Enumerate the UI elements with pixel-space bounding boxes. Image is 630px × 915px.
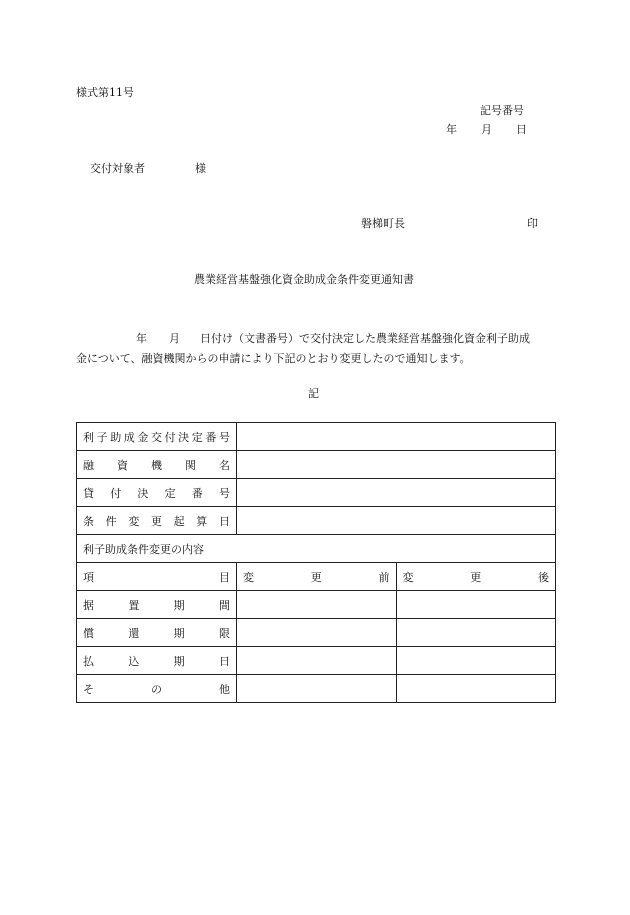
row-label-text: 貸 付 決 定 番 号 [83,486,230,500]
row-label [77,619,237,647]
document-title: 農業経営基盤強化資金助成金条件変更通知書 [194,273,414,286]
issuer-title: 磐梯町長 [361,217,405,230]
row-label [77,451,237,479]
row-label [77,647,237,675]
row-label-text: 償 還 期 限 [83,626,230,640]
issuer-seal: 印 [527,217,538,230]
table-row [77,675,556,703]
table-row [77,647,556,675]
table-row [77,535,556,563]
after-cell[interactable] [396,647,556,675]
body-text [76,329,556,369]
row-label-text: 融 資 機 関 名 [83,458,230,472]
body-line-2: 金について、融資機関からの申請により下記のとおり変更したので通知します。 [76,352,471,365]
row-label-text: 条 件 変 更 起 算 日 [83,514,230,528]
row-label-text: そ の 他 [83,682,230,696]
ki-label: 記 [308,387,319,400]
before-cell[interactable] [237,675,397,703]
table-row [77,451,556,479]
col-before-text: 変 更 前 [243,570,390,584]
row-label-text: 払 込 期 日 [83,654,230,668]
body-month: 月 [169,332,180,345]
table-row [77,479,556,507]
table-row [77,563,556,591]
table-row [77,423,556,451]
section-header: 利子助成条件変更の内容 [77,535,556,563]
body-year: 年 [136,332,147,345]
before-cell[interactable] [237,619,397,647]
col-item-text: 項 目 [83,570,230,584]
col-item-header [77,563,237,591]
col-before-header [237,563,397,591]
form-number: 様式第11号 [76,86,134,99]
row-value[interactable] [237,479,556,507]
row-value[interactable] [237,451,556,479]
before-cell[interactable] [237,591,397,619]
table-row [77,507,556,535]
col-after-header [396,563,556,591]
row-label [77,423,237,451]
body-line-1 [76,329,556,349]
table-row [77,591,556,619]
row-label [77,507,237,535]
before-cell[interactable] [237,647,397,675]
row-label [77,591,237,619]
date-year: 年 [446,123,457,136]
row-label-text: 利 子 助 成 金 交 付 決 定 番 号 [83,430,230,444]
row-label [77,479,237,507]
after-cell[interactable] [396,591,556,619]
addressee-label: 交付対象者 [90,162,145,175]
date-month: 月 [481,123,492,136]
row-value[interactable] [237,507,556,535]
after-cell[interactable] [396,619,556,647]
row-label-text: 据 置 期 間 [83,598,230,612]
body-line-1-rest: 日付け（文書番号）で交付決定した農業経営基盤強化資金利子助成 [200,332,530,345]
date-day: 日 [516,123,527,136]
after-cell[interactable] [396,675,556,703]
change-table [76,422,556,703]
row-value[interactable] [237,423,556,451]
table-row [77,619,556,647]
col-after-text: 変 更 後 [402,570,549,584]
row-label [77,675,237,703]
doc-number-label: 記号番号 [480,104,524,117]
addressee-honorific: 様 [195,162,206,175]
